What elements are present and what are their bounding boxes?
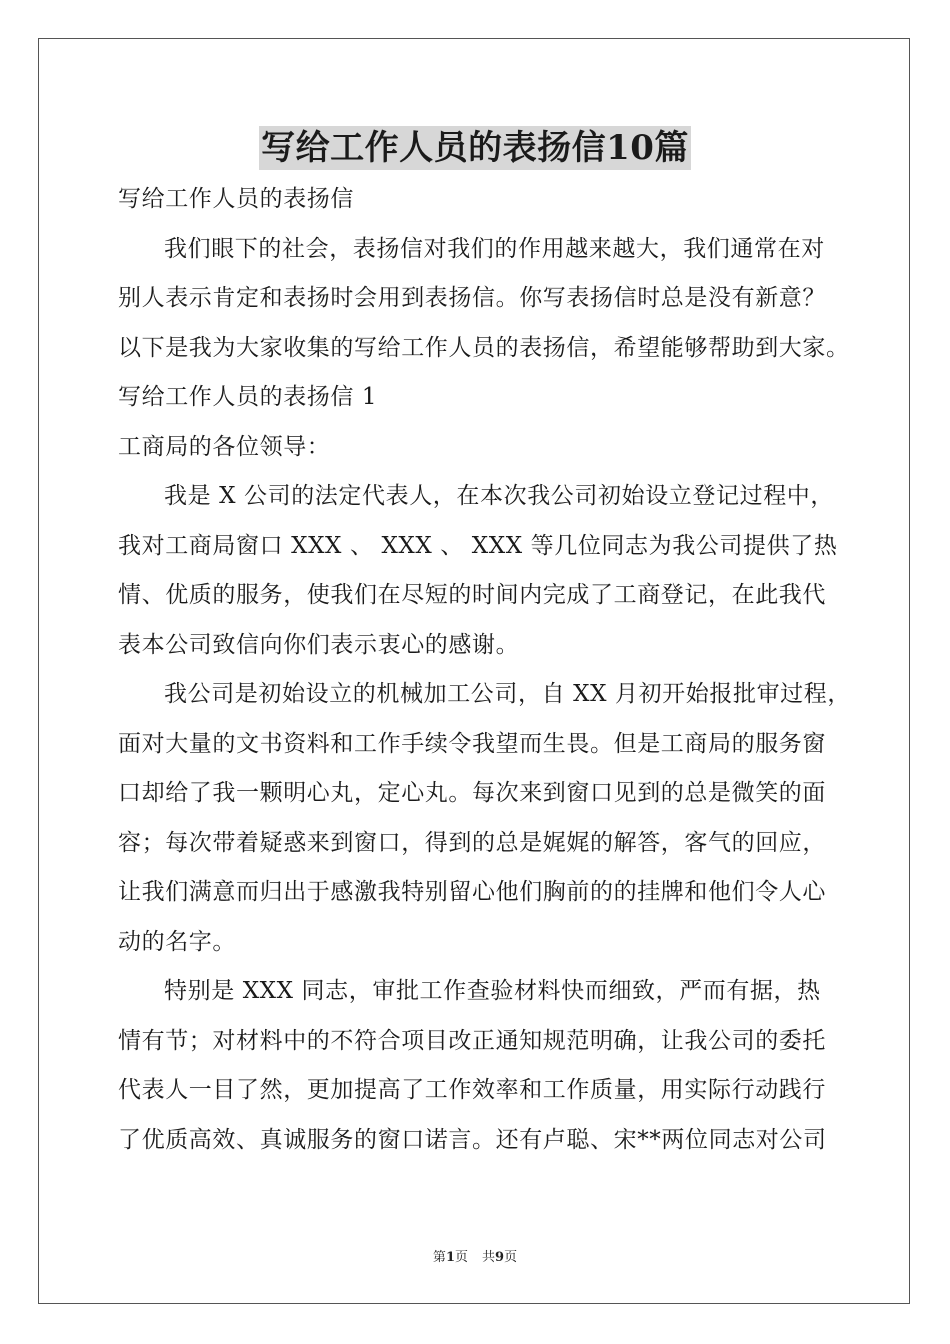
text-line: 了优质高效、真诚服务的窗口诺言。还有卢聪、宋**两位同志对公司	[118, 1126, 827, 1153]
text-line: 代表人一目了然，更加提高了工作效率和工作质量，用实际行动践行	[118, 1077, 826, 1103]
title-wrap	[0, 126, 950, 170]
text-line: 动的名字。	[118, 928, 236, 955]
text-line: 写给工作人员的表扬信 1	[118, 384, 378, 410]
text-line: 容；每次带着疑惑来到窗口，得到的总是娓娓的解答，客气的回应，	[118, 829, 826, 856]
text-line: 情有节；对材料中的不符合项目改正通知规范明确，让我公司的委托	[118, 1027, 826, 1054]
text-line: 口却给了我一颗明心丸，定心丸。每次来到窗口见到的总是微笑的面	[118, 780, 826, 806]
text-line: 让我们满意而归出于感激我特别留心他们胸前的的挂牌和他们令人心	[118, 879, 826, 905]
text-line: 别人表示肯定和表扬时会用到表扬信。你写表扬信时总是没有新意？	[118, 285, 826, 311]
text-line: 我对工商局窗口 XXX 、 XXX 、 XXX 等几位同志为我公司提供了热	[118, 532, 838, 559]
document-body	[118, 178, 851, 1168]
text-line: 面对大量的文书资料和工作手续令我望而生畏。但是工商局的服务窗	[118, 730, 826, 757]
text-line: 表本公司致信向你们表示衷心的感谢。	[118, 631, 520, 658]
document-title: 写给工作人员的表扬信10篇	[261, 128, 689, 168]
page-footer	[0, 1246, 950, 1265]
text-line: 我公司是初始设立的机械加工公司，自 XX 月初开始报批审过程，	[164, 681, 851, 707]
text-line: 工商局的各位领导：	[118, 433, 331, 460]
text-line: 写给工作人员的表扬信	[118, 186, 354, 212]
total-pages-label: 共9页	[482, 1250, 518, 1265]
text-line: 我们眼下的社会，表扬信对我们的作用越来越大，我们通常在对	[164, 235, 825, 262]
text-line: 我是 X 公司的法定代表人，在本次我公司初始设立登记过程中，	[164, 483, 834, 509]
text-line: 情、优质的服务，使我们在尽短的时间内完成了工商登记，在此我代	[118, 582, 826, 608]
text-line: 特别是 XXX 同志，审批工作查验材料快而细致，严而有据，热	[164, 978, 821, 1004]
page-number-label: 第1页	[432, 1250, 468, 1265]
text-line: 以下是我为大家收集的写给工作人员的表扬信，希望能够帮助到大家。	[118, 334, 850, 361]
